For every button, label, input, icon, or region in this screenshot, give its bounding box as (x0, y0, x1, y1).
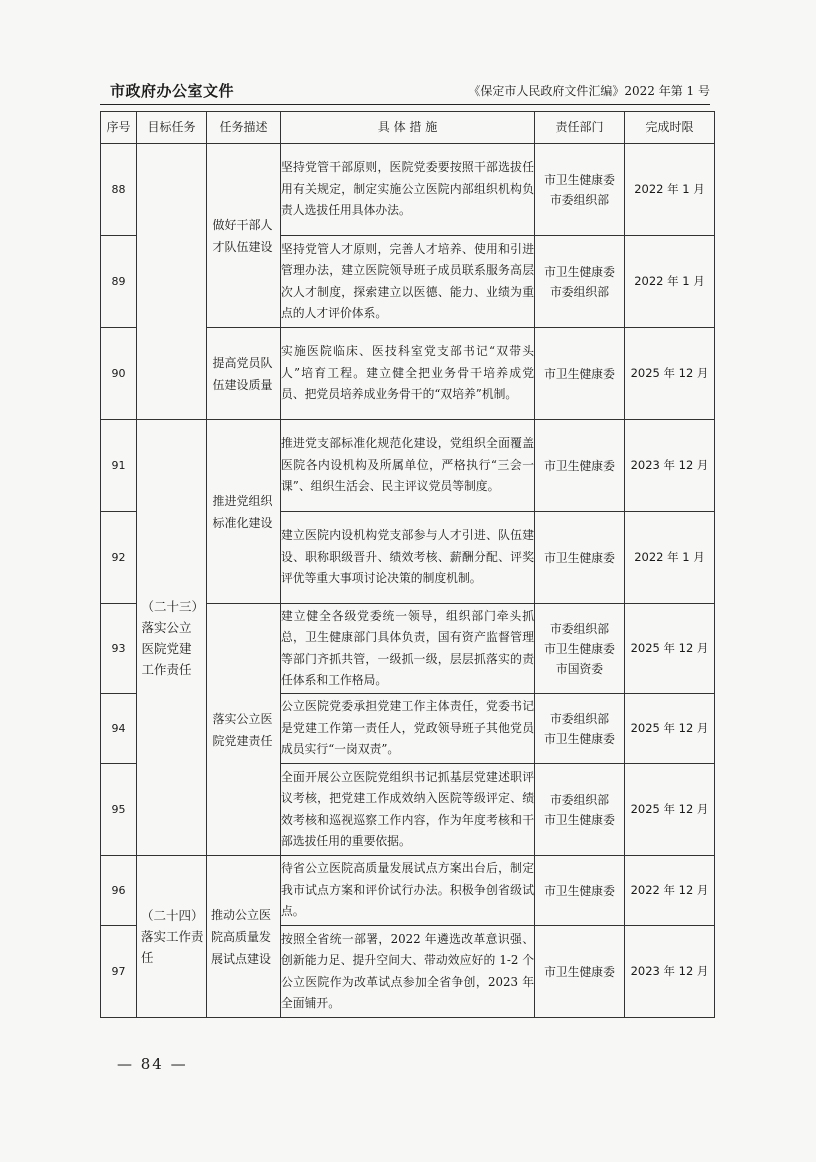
dept-cell: 市委组织部 市卫生健康委 (535, 694, 625, 764)
task-text: 推进党组织标准化建设 (212, 493, 273, 530)
measure-cell: 按照全省统一部署，2022 年遴选改革意识强、创新能力足、提升空间大、带动效应好的 1-2 个公立医院作为改革试点参加全省争创，2023 年全面铺开。 (281, 926, 535, 1018)
col-header-measure: 具 体 措 施 (281, 112, 535, 144)
goal-cell (137, 420, 207, 856)
task-text: 推动公立医院高质量发展试点建设 (211, 907, 272, 966)
deadline-cell: 2025 年 12 月 (625, 694, 715, 764)
page-number: — 84 — (117, 1055, 188, 1073)
col-header-task: 任务描述 (207, 112, 281, 144)
deadline-cell: 2022 年 1 月 (625, 236, 715, 328)
dept-cell: 市卫生健康委 市委组织部 (535, 144, 625, 236)
deadline-cell: 2025 年 12 月 (625, 604, 715, 694)
dept-cell: 市卫生健康委 (535, 512, 625, 604)
deadline-cell: 2023 年 12 月 (625, 926, 715, 1018)
deadline-cell: 2022 年 12 月 (625, 856, 715, 926)
table-row (101, 144, 715, 236)
deadline-cell: 2022 年 1 月 (625, 144, 715, 236)
measure-cell: 坚持党管干部原则，医院党委要按照干部选拔任用有关规定，制定实施公立医院内部组织机构负责人选拔任用具体办法。 (281, 144, 535, 236)
row-seq: 97 (101, 926, 137, 1018)
dept-cell: 市委组织部 市卫生健康委 市国资委 (535, 604, 625, 694)
col-header-dept: 责任部门 (535, 112, 625, 144)
row-seq: 92 (101, 512, 137, 604)
task-cell (207, 604, 281, 856)
measure-cell: 推进党支部标准化规范化建设，党组织全面覆盖医院各内设机构及所属单位，严格执行“三会一课”、组织生活会、民主评议党员等制度。 (281, 420, 535, 512)
task-text: 提高党员队伍建设质量 (212, 355, 273, 392)
dept-cell: 市卫生健康委 (535, 420, 625, 512)
dept-cell: 市卫生健康委 (535, 856, 625, 926)
col-header-seq: 序号 (101, 112, 137, 144)
row-seq: 90 (101, 328, 137, 420)
task-text: 做好干部人才队伍建设 (212, 217, 273, 254)
measure-cell: 待省公立医院高质量发展试点方案出台后，制定我市试点方案和评价试行办法。积极争创省级试点。 (281, 856, 535, 926)
measure-cell: 坚持党管人才原则，完善人才培养、使用和引进管理办法，建立医院领导班子成员联系服务高层次人才制度，探索建立以医德、能力、业绩为重点的人才评价体系。 (281, 236, 535, 328)
row-seq: 89 (101, 236, 137, 328)
measure-cell: 建立医院内设机构党支部参与人才引进、队伍建设、职称职级晋升、绩效考核、薪酬分配、评奖评优等重大事项讨论决策的制度机制。 (281, 512, 535, 604)
goal-text: （二十四）落实工作责任 (141, 908, 204, 965)
dept-cell: 市卫生健康委 (535, 926, 625, 1018)
row-seq: 95 (101, 764, 137, 856)
measure-cell: 全面开展公立医院党组织书记抓基层党建述职评议考核，把党建工作成效纳入医院等级评定、绩效考核和巡视巡察工作内容，作为年度考核和干部选拔任用的重要依据。 (281, 764, 535, 856)
row-seq: 91 (101, 420, 137, 512)
header-divider (100, 104, 710, 105)
table-header-row (101, 112, 715, 144)
col-header-goal: 目标任务 (137, 112, 207, 144)
task-cell (207, 328, 281, 420)
measure-cell: 建立健全各级党委统一领导，组织部门牵头抓总，卫生健康部门具体负责，国有资产监督管理等部门齐抓共管，一级抓一级，层层抓落实的责任体系和工作格局。 (281, 604, 535, 694)
compilation-issue-title: 《保定市人民政府文件汇编》2022 年第 1 号 (468, 84, 710, 98)
task-cell (207, 420, 281, 604)
task-cell (207, 856, 281, 1018)
deadline-cell: 2023 年 12 月 (625, 420, 715, 512)
goal-text: （二十三）落实公立医院党建工作责任 (141, 598, 198, 677)
task-table (100, 111, 715, 1018)
col-header-deadline: 完成时限 (625, 112, 715, 144)
goal-cell-empty (137, 144, 207, 420)
task-cell (207, 144, 281, 328)
deadline-cell: 2022 年 1 月 (625, 512, 715, 604)
task-text: 落实公立医院党建责任 (212, 711, 273, 748)
document-source-title: 市政府办公室文件 (110, 82, 235, 100)
table-row (101, 856, 715, 926)
row-seq: 96 (101, 856, 137, 926)
goal-cell (137, 856, 207, 1018)
table-row (101, 420, 715, 512)
row-seq: 88 (101, 144, 137, 236)
deadline-cell: 2025 年 12 月 (625, 328, 715, 420)
measure-cell: 实施医院临床、医技科室党支部书记“双带头人”培育工程。建立健全把业务骨干培养成党员、把党员培养成业务骨干的“双培养”机制。 (281, 328, 535, 420)
deadline-cell: 2025 年 12 月 (625, 764, 715, 856)
row-seq: 94 (101, 694, 137, 764)
measure-cell: 公立医院党委承担党建工作主体责任，党委书记是党建工作第一责任人，党政领导班子其他党员成员实行“一岗双责”。 (281, 694, 535, 764)
dept-cell: 市委组织部 市卫生健康委 (535, 764, 625, 856)
row-seq: 93 (101, 604, 137, 694)
dept-cell: 市卫生健康委 市委组织部 (535, 236, 625, 328)
dept-cell: 市卫生健康委 (535, 328, 625, 420)
